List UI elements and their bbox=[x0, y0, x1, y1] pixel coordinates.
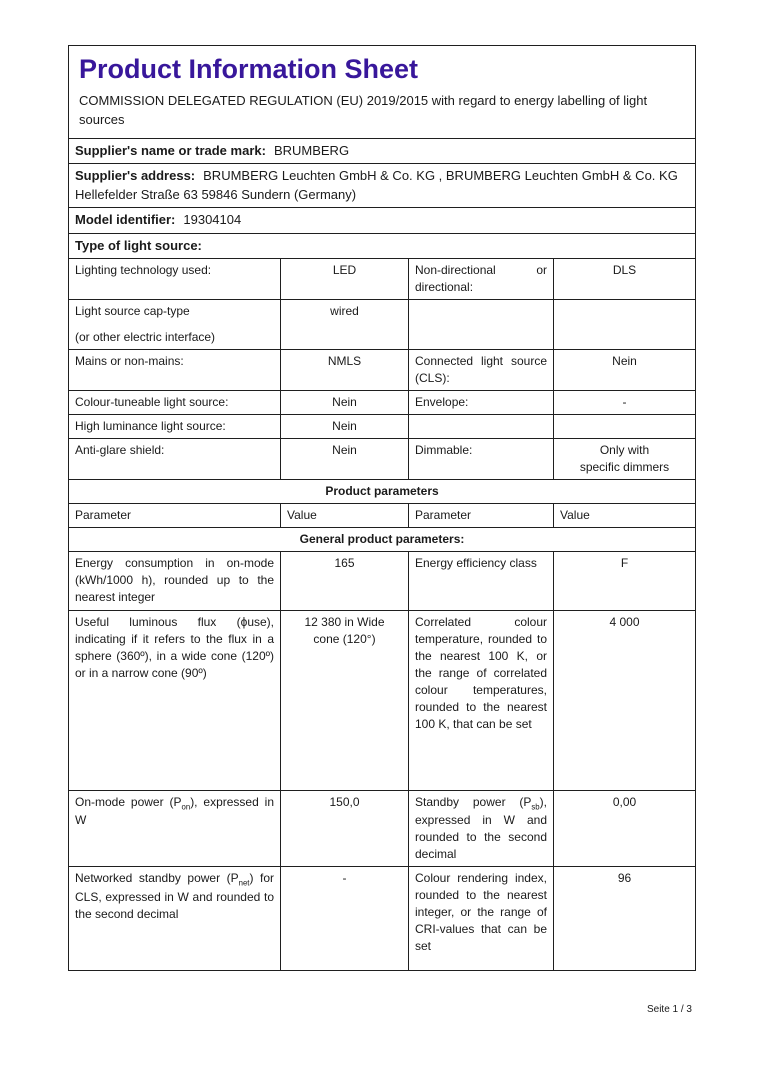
mains-value-cell: NMLS bbox=[281, 350, 409, 391]
title-cell bbox=[69, 46, 696, 139]
empty-cell bbox=[409, 300, 554, 350]
lighting-technology-value-cell: LED bbox=[281, 259, 409, 300]
efficiency-class-label-cell: Energy efficiency class bbox=[409, 552, 554, 610]
empty-cell bbox=[409, 415, 554, 439]
high-luminance-value-cell: Nein bbox=[281, 415, 409, 439]
model-identifier-label: Model identifier: bbox=[75, 212, 176, 228]
directionality-label-cell: Non-directional or directional: bbox=[409, 259, 554, 300]
cls-value-cell: Nein bbox=[554, 350, 696, 391]
energy-consumption-label-cell: Energy consumption in on-mode (kWh/1000 h), rounded up to the nearest integer bbox=[69, 552, 281, 610]
col-header-value-2: Value bbox=[554, 504, 696, 528]
standby-power-value-cell: 0,00 bbox=[554, 790, 696, 867]
colour-tuneable-label-cell: Colour-tuneable light source: bbox=[69, 391, 281, 415]
luminous-flux-value-cell: 12 380 in Wide cone (120°) bbox=[281, 610, 409, 790]
product-parameters-header-cell: Product parameters bbox=[69, 480, 696, 504]
standby-power-label-cell: Standby power $(P_{sb})$, expressed in W and rounded to the second decimal bbox=[409, 790, 554, 867]
general-product-parameters-header-cell: General product parameters: bbox=[69, 528, 696, 552]
energy-consumption-value-cell: 165 bbox=[281, 552, 409, 610]
col-header-parameter-2: Parameter bbox=[409, 504, 554, 528]
networked-standby-value-cell: - bbox=[281, 867, 409, 971]
model-identifier-value: 19304104 bbox=[183, 212, 242, 228]
cri-value-cell: 96 bbox=[554, 867, 696, 971]
envelope-value-cell: - bbox=[554, 391, 696, 415]
type-of-light-source-header-cell: Type of light source: bbox=[69, 233, 696, 258]
regulation-text: COMMISSION DELEGATED REGULATION (EU) 2019/2015 with regard to energy labelling of light sources bbox=[79, 93, 648, 127]
envelope-label-cell: Envelope: bbox=[409, 391, 554, 415]
dimmable-label-cell: Dimmable: bbox=[409, 439, 554, 480]
colour-tuneable-value-cell: Nein bbox=[281, 391, 409, 415]
cls-label-cell: Connected light source (CLS): bbox=[409, 350, 554, 391]
networked-standby-label-cell: Networked standby power $(P_{net})$ for CLS, expressed in W and rounded to the second decimal bbox=[69, 867, 281, 971]
anti-glare-label-cell: Anti-glare shield: bbox=[69, 439, 281, 480]
product-info-table bbox=[68, 45, 696, 971]
supplier-name-label: Supplier's name or trade mark: bbox=[75, 142, 266, 158]
cap-type-label-cell: Light source cap-type (or other electric interface) bbox=[69, 300, 281, 350]
supplier-name-value: BRUMBERG bbox=[273, 142, 350, 158]
model-identifier-cell bbox=[69, 208, 696, 233]
supplier-address-cell bbox=[69, 164, 696, 208]
dimmable-value-cell: Only with specific dimmers bbox=[554, 439, 696, 480]
page-number: Seite 1 / 3 bbox=[646, 1004, 692, 1015]
on-mode-power-value-cell: 150,0 bbox=[281, 790, 409, 867]
cct-value-cell: 4 000 bbox=[554, 610, 696, 790]
efficiency-class-value-cell: F bbox=[554, 552, 696, 610]
directionality-value-cell: DLS bbox=[554, 259, 696, 300]
cri-label-cell: Colour rendering index, rounded to the nearest integer, or the range of CRI-values that can be set bbox=[409, 867, 554, 971]
col-header-value-1: Value bbox=[281, 504, 409, 528]
anti-glare-value-cell: Nein bbox=[281, 439, 409, 480]
on-mode-power-label-cell: On-mode power $(P_{on})$, expressed in W bbox=[69, 790, 281, 867]
high-luminance-label-cell: High luminance light source: bbox=[69, 415, 281, 439]
lighting-technology-label-cell: Lighting technology used: bbox=[69, 259, 281, 300]
col-header-parameter-1: Parameter bbox=[69, 504, 281, 528]
cct-label-cell: Correlated colour temperature, rounded to the nearest 100 K, or the range of correlated colour temperatures, rounded to the nearest 100 K, that can be set bbox=[409, 610, 554, 790]
empty-cell bbox=[554, 415, 696, 439]
mains-label-cell: Mains or non-mains: bbox=[69, 350, 281, 391]
luminous-flux-label-cell: Useful luminous flux (ϕuse), indicating if it refers to the flux in a sphere (360º), in a wide cone (120º) or in a narrow cone (90º) bbox=[69, 610, 281, 790]
cap-type-value-cell: wired bbox=[281, 300, 409, 350]
empty-cell bbox=[554, 300, 696, 350]
supplier-address-label: Supplier's address: bbox=[75, 168, 196, 184]
supplier-address-value: BRUMBERG Leuchten GmbH & Co. KG , BRUMBERG Leuchten GmbH & Co. KG Hellefelder Straße 63 59846 Sundern (Germany) bbox=[75, 168, 678, 202]
supplier-name-cell bbox=[69, 138, 696, 163]
page-title: Product Information Sheet bbox=[79, 54, 419, 84]
